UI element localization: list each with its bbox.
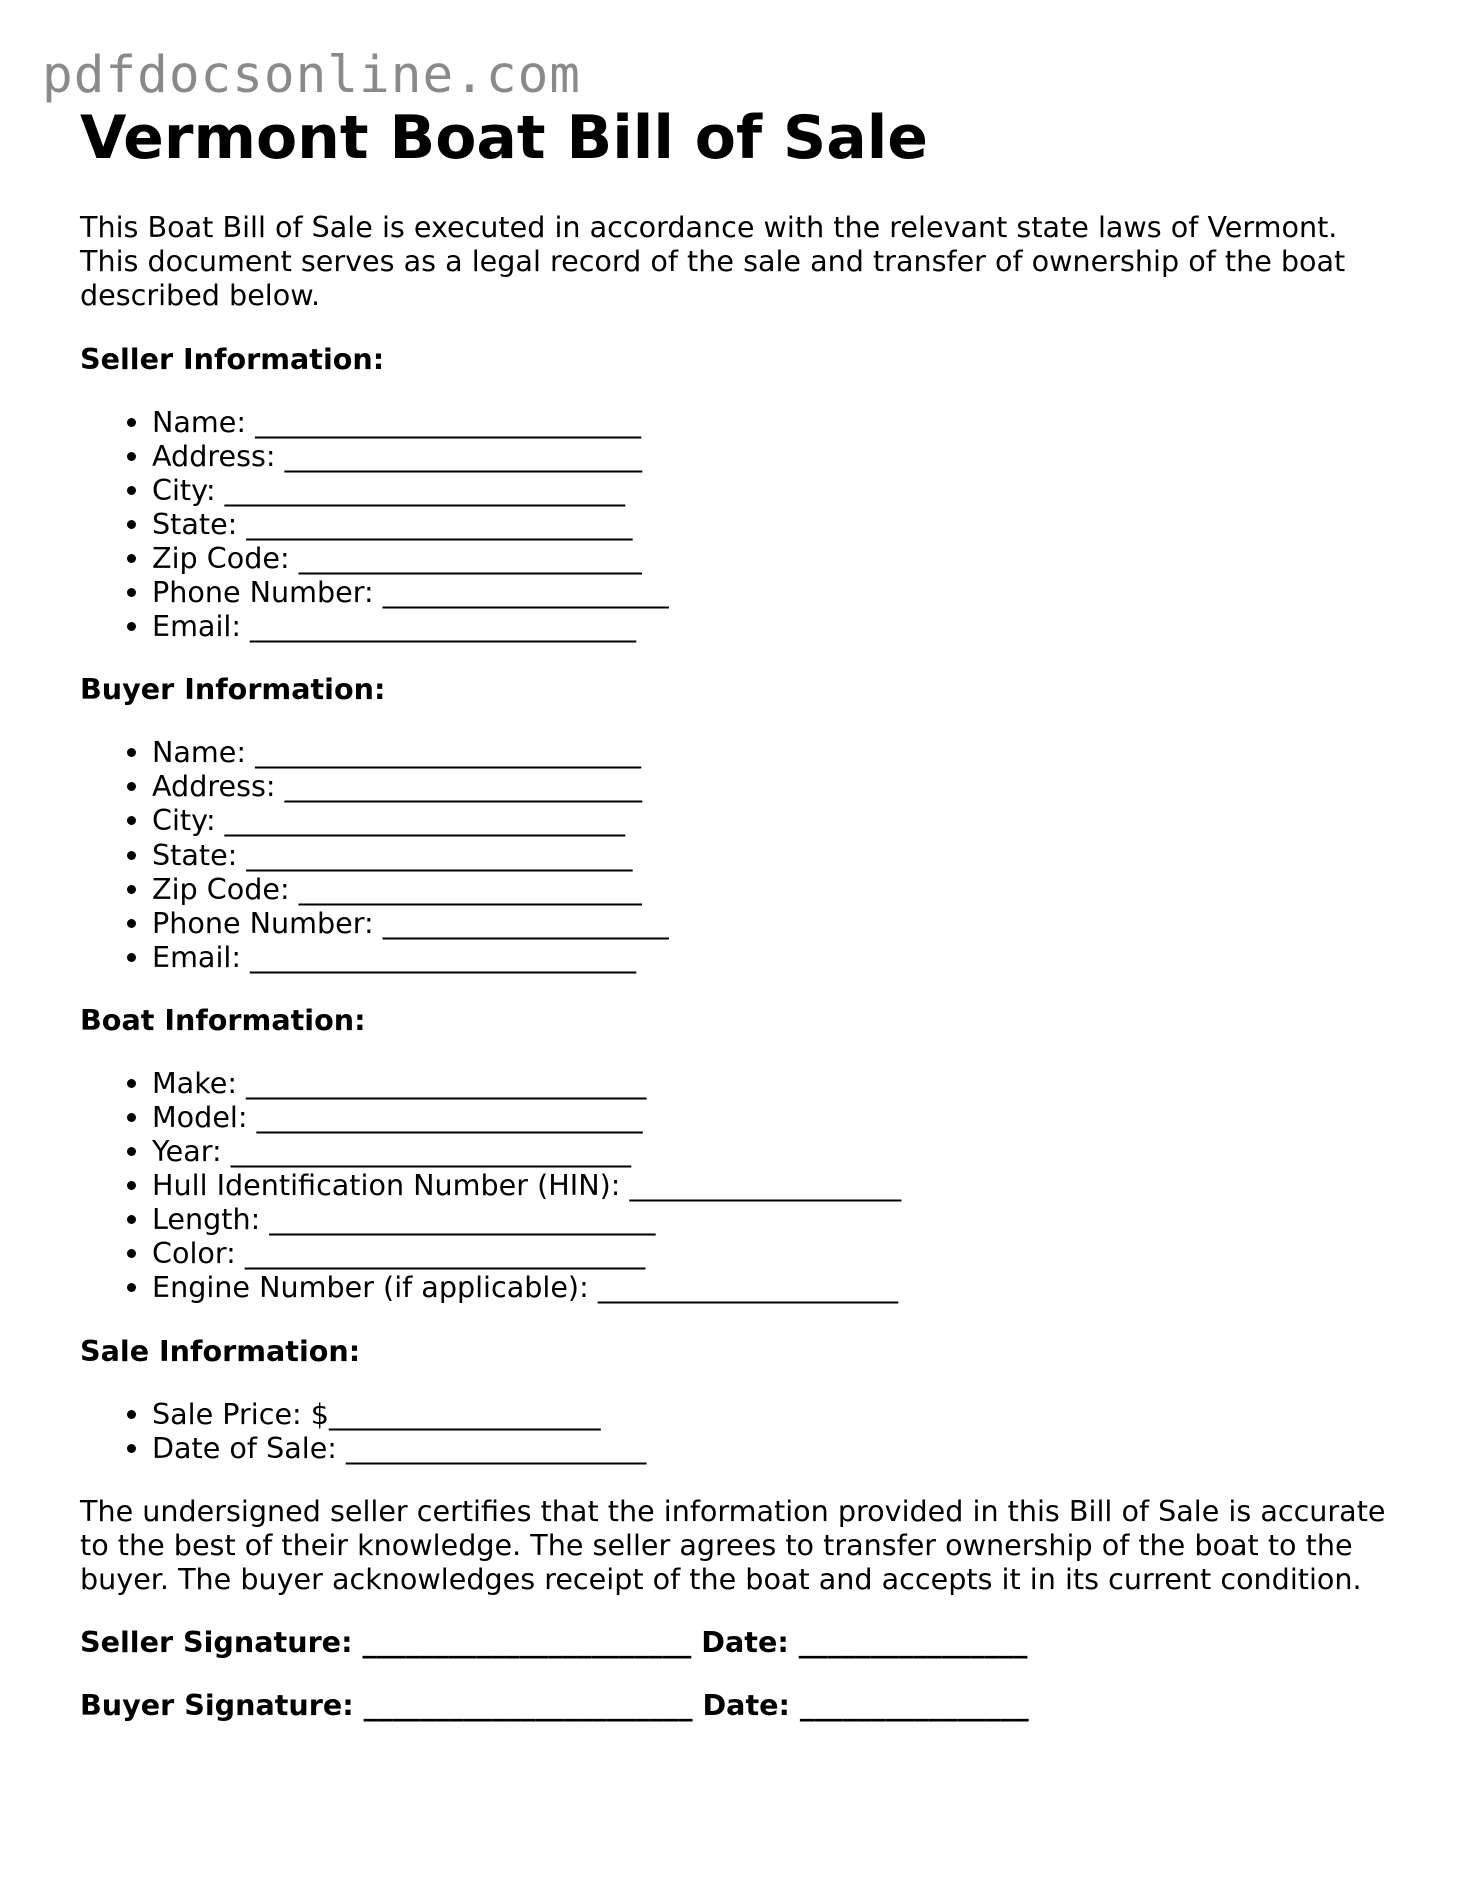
buyer-phone-field[interactable]: • Phone Number: ____________________ xyxy=(152,906,1420,940)
boat-length-field[interactable]: • Length: ___________________________ xyxy=(152,1202,1420,1236)
certification-paragraph: The undersigned seller certifies that the information provided in this Bill of Sale is accurate to the best of their knowledge. The seller agrees to transfer ownership of the boat to the buyer. The buyer acknowledges receipt of the boat and accepts it in its current condition. xyxy=(80,1493,1386,1597)
boat-hin-field[interactable]: • Hull Identification Number (HIN): ___________________ xyxy=(152,1168,1420,1202)
seller-field-list xyxy=(80,405,1420,644)
buyer-zip-field[interactable]: • Zip Code: ________________________ xyxy=(152,872,1420,906)
buyer-address-field[interactable]: • Address: _________________________ xyxy=(152,769,1420,803)
seller-phone-field[interactable]: • Phone Number: ____________________ xyxy=(152,575,1420,609)
buyer-state-field[interactable]: • State: ___________________________ xyxy=(152,838,1420,872)
seller-section-heading: Seller Information: xyxy=(80,341,385,376)
buyer-name-field[interactable]: • Name: ___________________________ xyxy=(152,735,1420,769)
buyer-section-heading: Buyer Information: xyxy=(80,672,386,707)
seller-zip-field[interactable]: • Zip Code: ________________________ xyxy=(152,541,1420,575)
sale-field-list xyxy=(80,1397,1420,1465)
boat-year-field[interactable]: • Year: ____________________________ xyxy=(152,1134,1420,1168)
buyer-email-field[interactable]: • Email: ___________________________ xyxy=(152,940,1420,974)
buyer-city-field[interactable]: • City: ____________________________ xyxy=(152,803,1420,837)
document-page xyxy=(80,102,1420,1722)
page-title: Vermont Boat Bill of Sale xyxy=(80,103,928,173)
seller-state-field[interactable]: • State: ___________________________ xyxy=(152,507,1420,541)
boat-section-heading: Boat Information: xyxy=(80,1002,366,1037)
sale-section-heading: Sale Information: xyxy=(80,1333,361,1368)
buyer-field-list xyxy=(80,735,1420,974)
seller-city-field[interactable]: • City: ____________________________ xyxy=(152,473,1420,507)
watermark: pdfdocsonline.com xyxy=(42,46,581,105)
boat-make-field[interactable]: • Make: ____________________________ xyxy=(152,1066,1420,1100)
seller-signature-line[interactable]: Seller Signature: _______________________ Date: ________________ xyxy=(80,1625,1028,1660)
boat-field-list xyxy=(80,1066,1420,1305)
seller-email-field[interactable]: • Email: ___________________________ xyxy=(152,609,1420,643)
sale-price-field[interactable]: • Sale Price: $___________________ xyxy=(152,1397,1420,1431)
boat-color-field[interactable]: • Color: ____________________________ xyxy=(152,1236,1420,1270)
boat-model-field[interactable]: • Model: ___________________________ xyxy=(152,1100,1420,1134)
sale-date-field[interactable]: • Date of Sale: _____________________ xyxy=(152,1431,1420,1465)
seller-address-field[interactable]: • Address: _________________________ xyxy=(152,439,1420,473)
buyer-signature-line[interactable]: Buyer Signature: _______________________ Date: ________________ xyxy=(80,1688,1029,1723)
seller-name-field[interactable]: • Name: ___________________________ xyxy=(152,405,1420,439)
intro-paragraph: This Boat Bill of Sale is executed in accordance with the relevant state laws of Vermont. This document serves as a legal record of the sale and transfer of ownership of the boat described below. xyxy=(80,210,1346,313)
boat-engine-number-field[interactable]: • Engine Number (if applicable): _____________________ xyxy=(152,1270,1420,1304)
